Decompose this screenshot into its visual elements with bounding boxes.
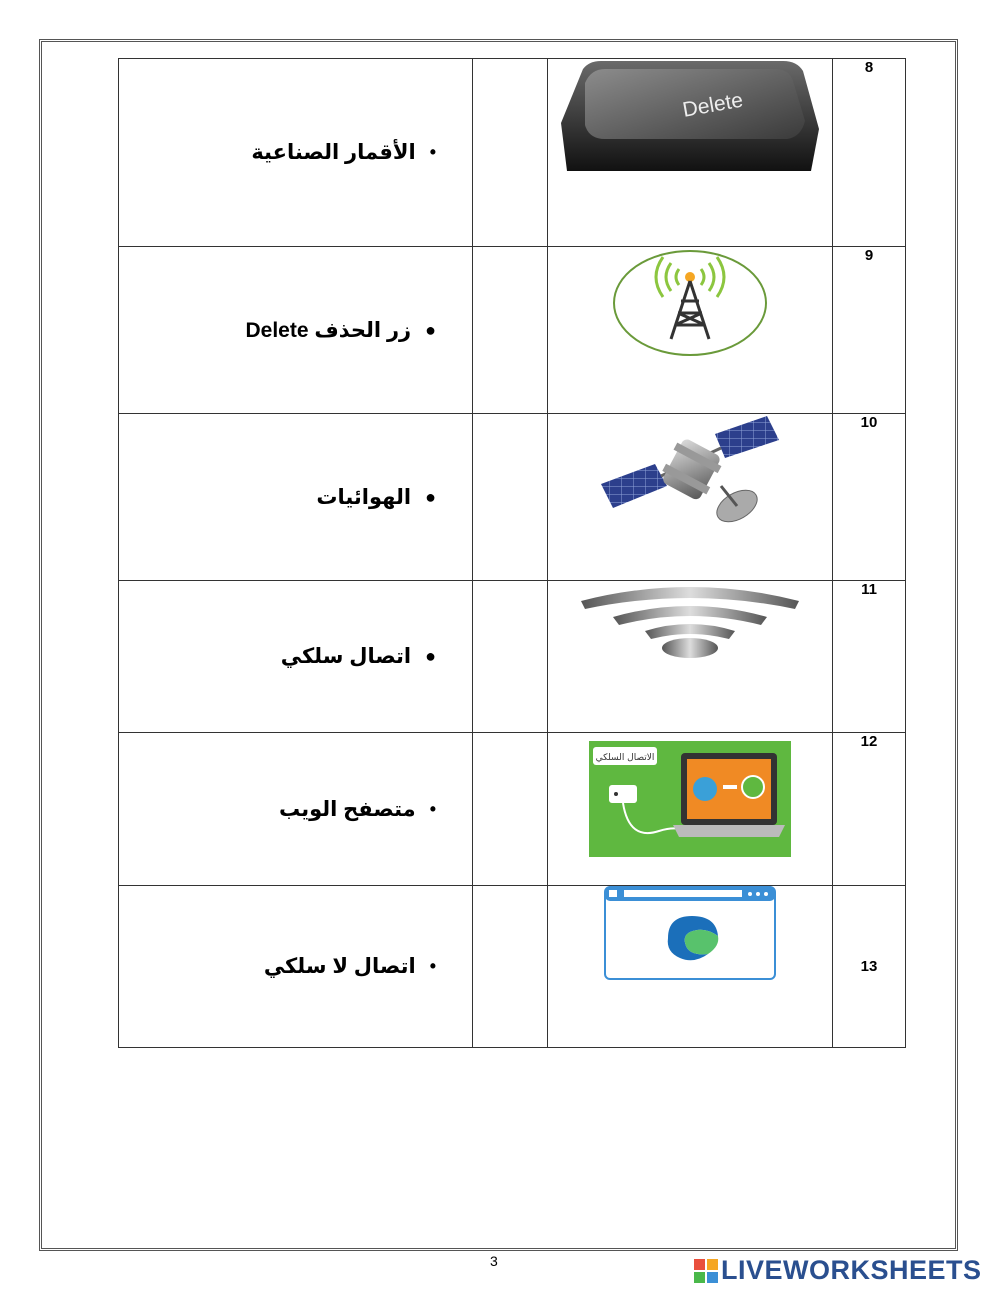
item-text: الأقمار الصناعية	[251, 141, 416, 164]
page-number: 3	[490, 1253, 498, 1269]
bullet: ●	[425, 319, 436, 340]
image-cell	[548, 247, 833, 414]
text-cell	[119, 247, 473, 414]
bullet: •	[429, 798, 436, 819]
table-row	[119, 59, 906, 247]
answer-cell[interactable]	[473, 581, 548, 733]
delete-key-icon	[561, 59, 819, 175]
bullet: •	[429, 142, 436, 162]
matching-table	[118, 58, 906, 1048]
row-number: 8	[833, 59, 906, 247]
image-cell	[548, 414, 833, 581]
image-cell	[548, 886, 833, 1048]
satellite-icon	[597, 414, 783, 532]
answer-cell[interactable]	[473, 247, 548, 414]
text-cell	[119, 414, 473, 581]
table-row	[119, 247, 906, 414]
logo-text: LIVEWORKSHEETS	[721, 1255, 982, 1285]
answer-cell[interactable]	[473, 59, 548, 247]
bullet: ●	[425, 646, 436, 666]
row-number: 12	[833, 733, 906, 886]
table-row	[119, 733, 906, 886]
answer-cell[interactable]	[473, 886, 548, 1048]
table-row	[119, 886, 906, 1048]
item-text: الهوائيات	[316, 485, 412, 509]
item-text: اتصال لا سلكي	[263, 955, 416, 978]
image-caption: الاتصال السلكي	[595, 753, 655, 763]
image-cell	[548, 59, 833, 247]
liveworksheets-logo	[694, 1255, 982, 1286]
text-cell	[119, 886, 473, 1048]
web-browser-icon	[604, 886, 776, 980]
row-number: 13	[833, 886, 906, 1048]
item-text: زر الحذف Delete	[245, 318, 412, 342]
table-row	[119, 414, 906, 581]
bullet: •	[429, 956, 436, 976]
key-label: Delete	[680, 88, 745, 122]
text-cell	[119, 733, 473, 886]
row-number: 10	[833, 414, 906, 581]
row-number: 9	[833, 247, 906, 414]
image-cell	[548, 581, 833, 733]
text-cell	[119, 581, 473, 733]
table-row	[119, 581, 906, 733]
bullet: ●	[425, 486, 436, 507]
antenna-tower-icon	[611, 247, 769, 359]
wired-connection-icon	[589, 741, 791, 857]
wifi-signal-icon	[579, 581, 801, 661]
item-text: اتصال سلكي	[280, 645, 412, 668]
image-cell	[548, 733, 833, 886]
answer-cell[interactable]	[473, 733, 548, 886]
item-text: متصفح الويب	[278, 797, 416, 821]
text-cell	[119, 59, 473, 247]
logo-grid-icon	[694, 1259, 718, 1283]
row-number: 11	[833, 581, 906, 733]
answer-cell[interactable]	[473, 414, 548, 581]
